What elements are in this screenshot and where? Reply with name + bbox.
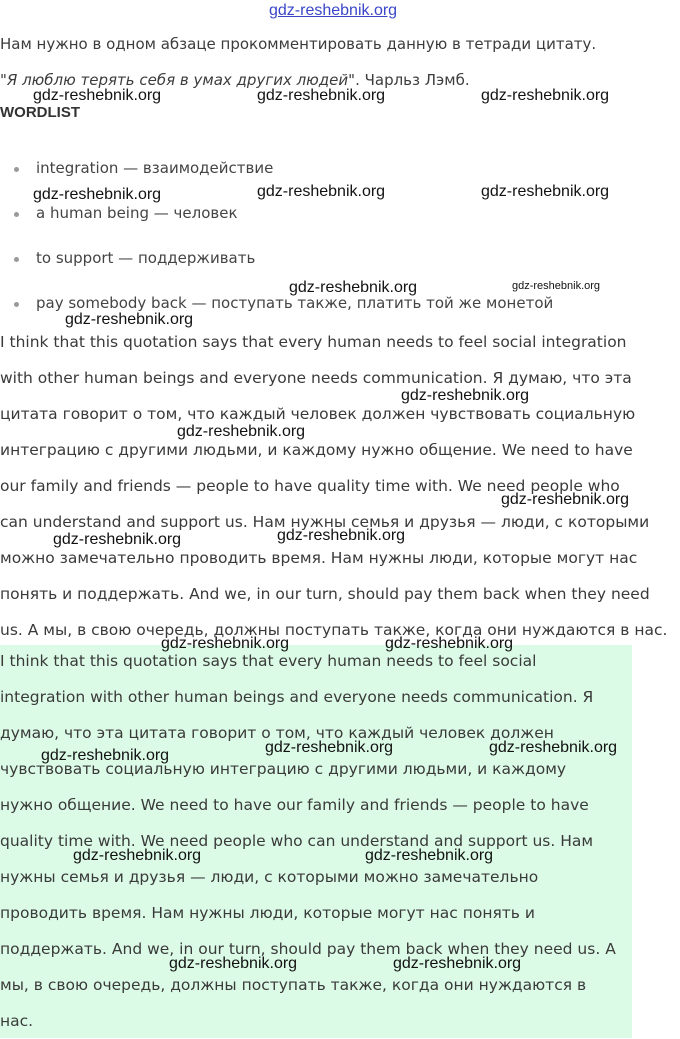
wordlist-item-text: integration — взаимодействие <box>36 159 274 177</box>
watermark: gdz-reshebnik.org <box>489 739 618 756</box>
watermark: gdz-reshebnik.org <box>265 739 394 756</box>
answer-line: чувствовать социальную интеграцию с другими людьми, и каждому <box>0 760 567 778</box>
watermark: gdz-reshebnik.org <box>481 183 610 200</box>
paragraph-line: цитата говорит о том, что каждый человек должен чувствовать социальную <box>0 405 636 423</box>
wordlist-item-text: to support — поддерживать <box>36 249 256 267</box>
answer-line: мы, в свою очередь, должны поступать также, когда они нуждаются в <box>0 976 587 994</box>
answer-line: нужно общение. We need to have our family and friends — people to have <box>0 796 589 814</box>
bullet-icon <box>14 212 19 217</box>
watermark: gdz-reshebnik.org <box>385 635 514 652</box>
watermark: gdz-reshebnik.org <box>41 747 170 764</box>
watermark: gdz-reshebnik.org <box>277 527 406 544</box>
watermark: gdz-reshebnik.org <box>257 183 386 200</box>
comment-paragraph <box>0 324 680 648</box>
watermark: gdz-reshebnik.org <box>401 387 530 404</box>
wordlist-item <box>18 203 238 223</box>
watermark: gdz-reshebnik.org <box>161 635 290 652</box>
answer-line: думаю, что эта цитата говорит о том, что каждый человек должен <box>0 724 554 742</box>
answer-line: I think that this quotation says that every human needs to feel social <box>0 652 537 670</box>
wordlist-item <box>18 158 274 178</box>
bullet-icon <box>14 302 19 307</box>
answer-line: нужны семья и друзья — люди, с которыми можно замечательно <box>0 868 539 886</box>
watermark: gdz-reshebnik.org <box>393 955 522 972</box>
watermark: gdz-reshebnik.org <box>177 423 306 440</box>
paragraph-line: can understand and support us. Нам нужны семья и друзья — люди, с которыми <box>0 513 650 531</box>
watermark: gdz-reshebnik.org <box>73 847 202 864</box>
wordlist-item-text: a human being — человек <box>36 204 238 222</box>
paragraph-line: понять и поддержать. And we, in our turn, should pay them back when they need <box>0 585 650 603</box>
task-intro: Нам нужно в одном абзаце прокомментировать данную в тетради цитату. <box>0 35 597 53</box>
quote-text: "Я люблю терять себя в умах других людей" <box>0 71 356 89</box>
watermark: gdz-reshebnik.org <box>33 186 162 203</box>
paragraph-line: us. А мы, в свою очередь, должны поступать также, когда они нуждаются в нас. <box>0 621 668 639</box>
watermark: gdz-reshebnik.org <box>33 87 162 104</box>
watermark: gdz-reshebnik.org <box>65 311 194 328</box>
watermark: gdz-reshebnik.org <box>289 279 418 296</box>
wordlist-title: WORDLIST <box>0 104 80 121</box>
paragraph-line: our family and friends — people to have quality time with. We need people who <box>0 477 620 495</box>
answer-line: integration with other human beings and everyone needs communication. Я <box>0 688 594 706</box>
wordlist-item <box>18 248 256 268</box>
answer-line: поддержать. And we, in our turn, should pay them back when they need us. А <box>0 940 616 958</box>
answer-paragraph <box>0 643 632 1039</box>
answer-line: quality time with. We need people who can understand and support us. Нам <box>0 832 594 850</box>
watermark: gdz-reshebnik.org <box>169 955 298 972</box>
watermark: gdz-reshebnik.org <box>501 491 630 508</box>
quote-author: . Чарльз Лэмб. <box>355 71 470 89</box>
bullet-icon <box>14 257 19 262</box>
watermark: gdz-reshebnik.org <box>257 87 386 104</box>
paragraph-line: with other human beings and everyone needs communication. Я думаю, что эта <box>0 369 632 387</box>
paragraph-line: можно замечательно проводить время. Нам нужны люди, которые могут нас <box>0 549 638 567</box>
bullet-icon <box>14 167 19 172</box>
watermark: gdz-reshebnik.org <box>365 847 494 864</box>
site-title-link[interactable]: gdz-reshebnik.org <box>269 2 398 19</box>
paragraph-line: интеграцию с другими людьми, и каждому нужно общение. We need to have <box>0 441 633 459</box>
watermark: gdz-reshebnik.org <box>53 531 182 548</box>
watermark: gdz-reshebnik.org <box>512 280 601 292</box>
answer-line: проводить время. Нам нужны люди, которые могут нас понять и <box>0 904 535 922</box>
paragraph-line: I think that this quotation says that every human needs to feel social integration <box>0 333 627 351</box>
answer-line: нас. <box>0 1012 34 1030</box>
wordlist-item-text: pay somebody back — поступать также, платить той же монетой <box>36 294 554 312</box>
watermark: gdz-reshebnik.org <box>481 87 610 104</box>
wordlist-item <box>18 293 554 313</box>
